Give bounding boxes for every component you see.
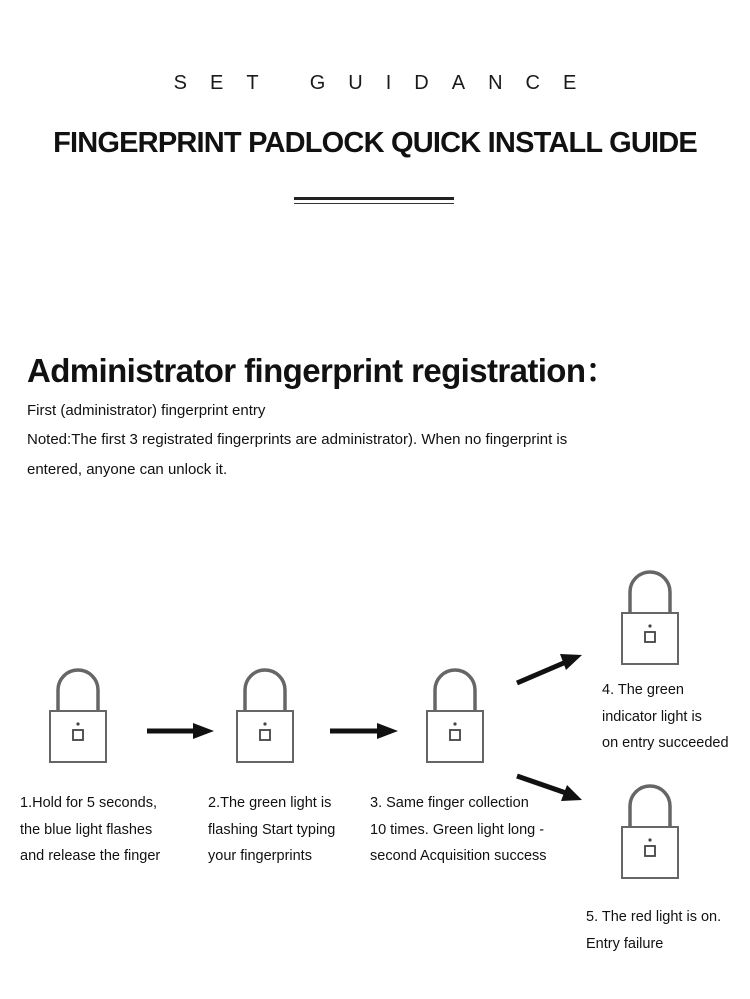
step-5-caption bbox=[586, 904, 721, 957]
page-kicker: SET GUIDANCE bbox=[173, 72, 600, 94]
step-4-line-1: 4. The green bbox=[602, 682, 684, 698]
step-1-caption bbox=[20, 790, 160, 870]
padlock-icon bbox=[622, 572, 678, 664]
padlock-icon bbox=[237, 670, 293, 762]
step-5-line-2: Entry failure bbox=[586, 935, 664, 952]
arrow-icon bbox=[147, 723, 214, 739]
section-heading: Administrator fingerprint registration： bbox=[27, 352, 618, 389]
step-4-line-3: on entry succeeded bbox=[602, 735, 729, 751]
step-3-line-3: second Acquisition success bbox=[370, 848, 547, 864]
arrow-icon bbox=[330, 723, 398, 739]
step-1-line-2: the blue light flashes bbox=[20, 821, 153, 838]
step-3-line-2: 10 times. Green light long - bbox=[370, 821, 545, 838]
page-title: FINGERPRINT PADLOCK QUICK INSTALL GUIDE bbox=[53, 127, 697, 159]
step-4-line-2: indicator light is bbox=[602, 708, 702, 725]
step-2-caption bbox=[208, 790, 335, 870]
step-1-line-3: and release the finger bbox=[20, 848, 161, 864]
arrow-icon bbox=[517, 654, 582, 683]
padlock-icon bbox=[427, 670, 483, 762]
step-2-line-1: 2.The green light is bbox=[208, 795, 332, 811]
step-4-caption bbox=[602, 677, 729, 757]
step-3-line-1: 3. Same finger collection bbox=[370, 795, 529, 811]
step-2-line-3: your fingerprints bbox=[208, 848, 312, 864]
step-3-caption bbox=[370, 790, 547, 870]
section-note-line-1: Noted:The first 3 registrated fingerprints are administrator). When no fingerprint is bbox=[27, 431, 568, 448]
step-1-line-1: 1.Hold for 5 seconds, bbox=[20, 795, 158, 811]
padlock-icon bbox=[50, 670, 106, 762]
step-5-line-1: 5. The red light is on. bbox=[586, 909, 722, 925]
section-line-1: First (administrator) fingerprint entry bbox=[27, 402, 266, 419]
section-note-line-2: entered, anyone can unlock it. bbox=[27, 461, 228, 478]
step-2-line-2: flashing Start typing bbox=[208, 821, 336, 838]
padlock-icon bbox=[622, 786, 678, 878]
